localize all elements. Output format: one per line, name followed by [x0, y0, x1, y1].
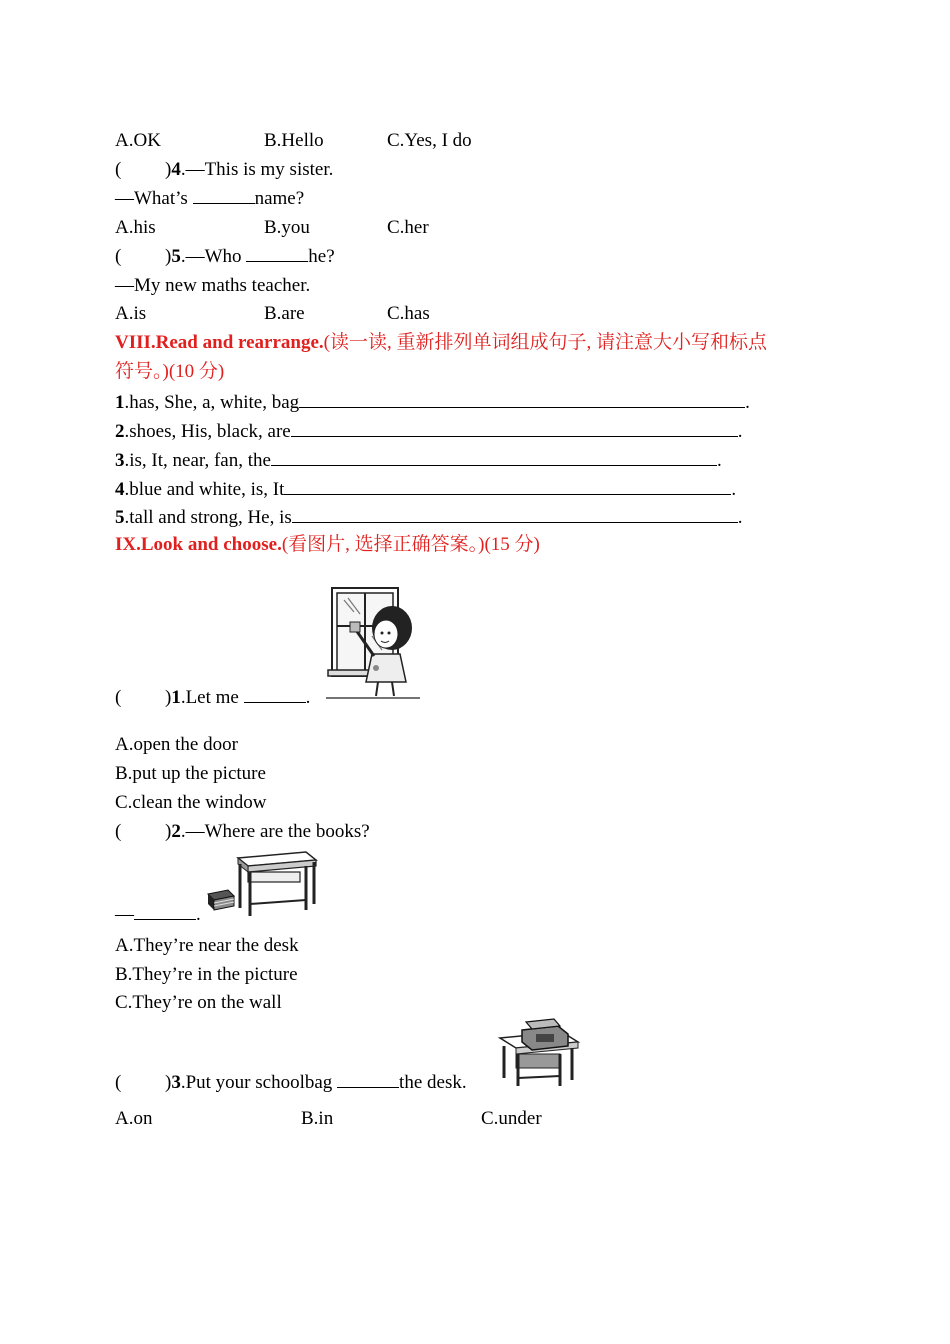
q3-option-c: C.Yes, I do: [387, 130, 472, 151]
q4-option-b: B.you: [264, 217, 310, 238]
ix-q1-option-b: B.put up the picture: [115, 763, 266, 784]
ix-q1-option-a: A.open the door: [115, 734, 238, 755]
q5-reply: —My new maths teacher.: [115, 275, 311, 296]
rearrange-item: 5.tall and strong, He, is .: [115, 504, 743, 530]
answer-line[interactable]: [284, 476, 731, 495]
section-8-heading-cont: 符号。)(10 分): [115, 361, 225, 382]
ix-q3-option-c: C.under: [481, 1108, 542, 1129]
q5-option-a: A.is: [115, 303, 147, 324]
section-9-heading: IX.Look and choose.(看图片, 选择正确答案。)(15 分): [115, 534, 540, 555]
ix-q3-option-a: A.on: [115, 1108, 153, 1129]
q5-option-c: C.has: [387, 303, 430, 324]
answer-line[interactable]: [291, 418, 738, 437]
answer-blank[interactable]: [193, 187, 255, 204]
q5-option-b: B.are: [264, 303, 305, 324]
q4-option-a: A.his: [115, 217, 156, 238]
q5-question: ( )5.—Who he?: [115, 246, 335, 267]
ix-q3-question: ( )3.Put your schoolbag the desk.: [115, 1072, 467, 1093]
ix-q1-option-c: C.clean the window: [115, 792, 267, 813]
ix-q2-option-c: C.They’re on the wall: [115, 992, 282, 1013]
section-8-heading: VIII.Read and rearrange.(读一读, 重新排列单词组成句子, 请注意大小写和标点: [115, 332, 767, 353]
answer-blank[interactable]: [246, 245, 308, 262]
rearrange-item: 4.blue and white, is, It .: [115, 476, 736, 502]
answer-line[interactable]: [271, 447, 717, 466]
answer-line[interactable]: [299, 389, 745, 408]
answer-blank[interactable]: [244, 686, 306, 703]
ix-q3-option-b: B.in: [301, 1108, 334, 1129]
answer-blank[interactable]: [337, 1071, 399, 1088]
answer-line[interactable]: [292, 504, 738, 523]
books-near-desk-picture: [206, 848, 318, 920]
ix-q2-reply: — .: [115, 904, 201, 925]
q4-option-c: C.her: [387, 217, 429, 238]
schoolbag-on-desk-picture: [496, 1016, 582, 1090]
q4-reply: —What’s name?: [115, 188, 305, 209]
q3-option-b: B.Hello: [264, 130, 324, 151]
rearrange-item: 3.is, It, near, fan, the .: [115, 447, 722, 473]
q4-question: ( )4.—This is my sister.: [115, 159, 334, 180]
ix-q2-option-b: B.They’re in the picture: [115, 964, 298, 985]
rearrange-item: 2.shoes, His, black, are .: [115, 418, 742, 444]
ix-q2-question: ( )2.—Where are the books?: [115, 821, 370, 842]
girl-cleaning-window-picture: [326, 586, 422, 704]
q3-option-a: A.OK: [115, 130, 161, 151]
rearrange-item: 1.has, She, a, white, bag .: [115, 389, 750, 415]
ix-q2-option-a: A.They’re near the desk: [115, 935, 299, 956]
answer-blank[interactable]: [134, 903, 196, 920]
ix-q1-question: ( )1.Let me .: [115, 687, 311, 708]
